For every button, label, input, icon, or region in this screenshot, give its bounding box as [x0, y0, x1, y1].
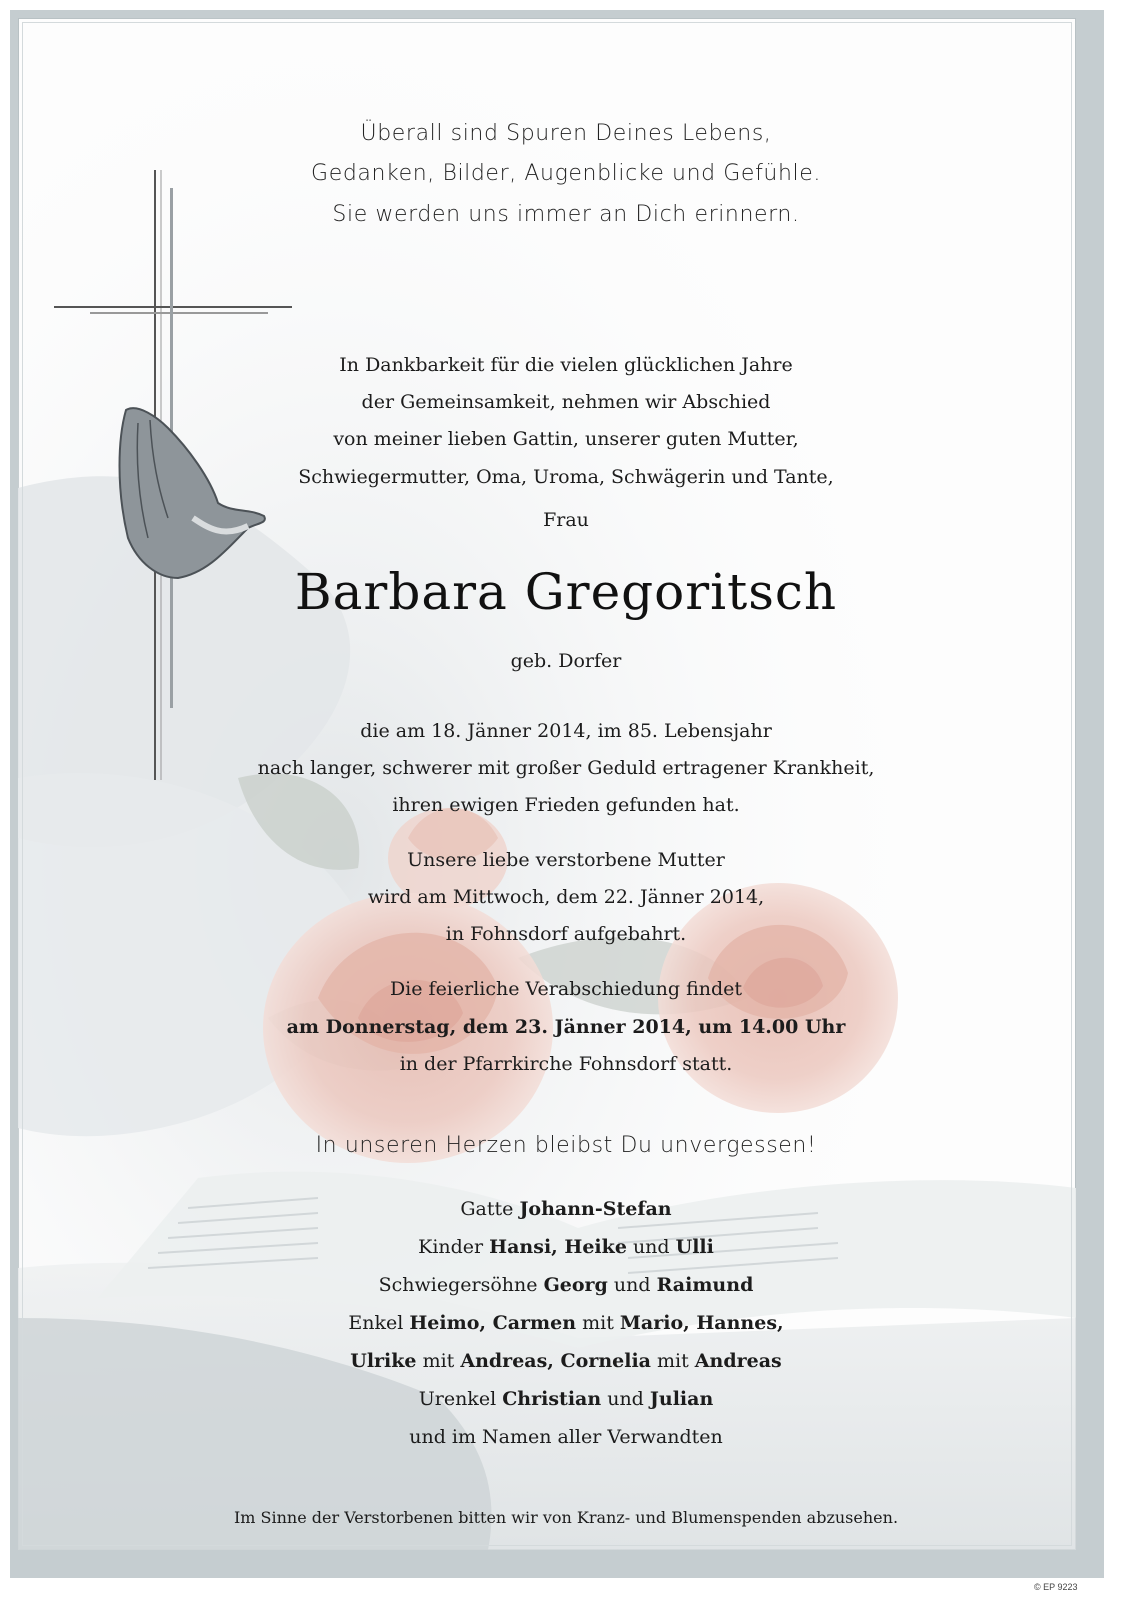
mourner-row	[0, 1228, 1132, 1266]
quote-line: Gedanken, Bilder, Augenblicke und Gefühle.	[311, 161, 821, 186]
honorific: Frau	[543, 509, 589, 531]
mourner-row	[0, 1380, 1132, 1418]
mourner-row	[0, 1190, 1132, 1228]
quote-line: Überall sind Spuren Deines Lebens,	[360, 121, 772, 146]
mourner-conjunction: und	[601, 1388, 650, 1410]
donation-note: Im Sinne der Verstorbenen bitten wir von Kranz- und Blumenspenden abzusehen.	[233, 1508, 899, 1527]
motto: In unseren Herzen bleibst Du unvergessen!	[315, 1133, 817, 1158]
mourner-names: Mario, Hannes,	[619, 1312, 784, 1334]
mourner-names: Heimo, Carmen	[409, 1312, 577, 1334]
mourner-names: Georg	[543, 1274, 608, 1296]
intro-line: In Dankbarkeit für die vielen glücklichen Jahre	[339, 354, 793, 376]
mourner-names: Andreas, Cornelia	[460, 1350, 651, 1372]
mourner-row	[0, 1266, 1132, 1304]
mourner-conjunction: und	[626, 1236, 676, 1258]
mourner-names: Julian	[649, 1388, 714, 1410]
ceremony-line: in der Pfarrkirche Fohnsdorf statt.	[399, 1053, 733, 1075]
mourner-names: Christian	[502, 1388, 602, 1410]
mourner-relation: Gatte	[460, 1198, 520, 1220]
mourner-conjunction: mit	[576, 1312, 620, 1334]
mourner-row: und im Namen aller Verwandten	[409, 1426, 723, 1448]
birth-name: geb. Dorfer	[510, 650, 622, 672]
viewing-line: Unsere liebe verstorbene Mutter	[407, 849, 725, 871]
copyright-label: © EP 9223	[1034, 1582, 1078, 1592]
mourner-names: Raimund	[656, 1274, 754, 1296]
mourner-names: Ulli	[675, 1236, 714, 1258]
mourner-names: Johann-Stefan	[519, 1198, 672, 1220]
quote-line: Sie werden uns immer an Dich erinnern.	[332, 202, 800, 227]
intro-line: der Gemeinsamkeit, nehmen wir Abschied	[361, 391, 771, 413]
ceremony-line: Die feierliche Verabschiedung findet	[389, 978, 743, 1000]
ceremony-datetime: am Donnerstag, dem 23. Jänner 2014, um 14.00 Uhr	[286, 1016, 846, 1038]
deceased-name: Barbara Gregoritsch	[294, 563, 838, 621]
mourner-relation: Urenkel	[418, 1388, 503, 1410]
mourner-relation: Schwiegersöhne	[378, 1274, 544, 1296]
mourner-row	[0, 1304, 1132, 1342]
mourner-names: Ulrike	[350, 1350, 417, 1372]
mourner-relation: Enkel	[348, 1312, 410, 1334]
mourner-conjunction: und	[607, 1274, 657, 1296]
intro-line: von meiner lieben Gattin, unserer guten Mutter,	[333, 428, 799, 450]
intro-line: Schwiegermutter, Oma, Uroma, Schwägerin und Tante,	[298, 466, 834, 488]
mourner-conjunction: mit	[650, 1350, 695, 1372]
death-line: die am 18. Jänner 2014, im 85. Lebensjahr	[360, 720, 772, 742]
mourner-names: Hansi, Heike	[489, 1236, 627, 1258]
death-line: ihren ewigen Frieden gefunden hat.	[392, 794, 740, 816]
mourner-conjunction: mit	[416, 1350, 461, 1372]
mourner-row	[0, 1342, 1132, 1380]
viewing-line: in Fohnsdorf aufgebahrt.	[445, 923, 687, 945]
death-line: nach langer, schwerer mit großer Geduld ertragener Krankheit,	[257, 757, 875, 779]
mourner-names: Andreas	[694, 1350, 782, 1372]
mourner-relation: Kinder	[418, 1236, 490, 1258]
viewing-line: wird am Mittwoch, dem 22. Jänner 2014,	[367, 886, 765, 908]
